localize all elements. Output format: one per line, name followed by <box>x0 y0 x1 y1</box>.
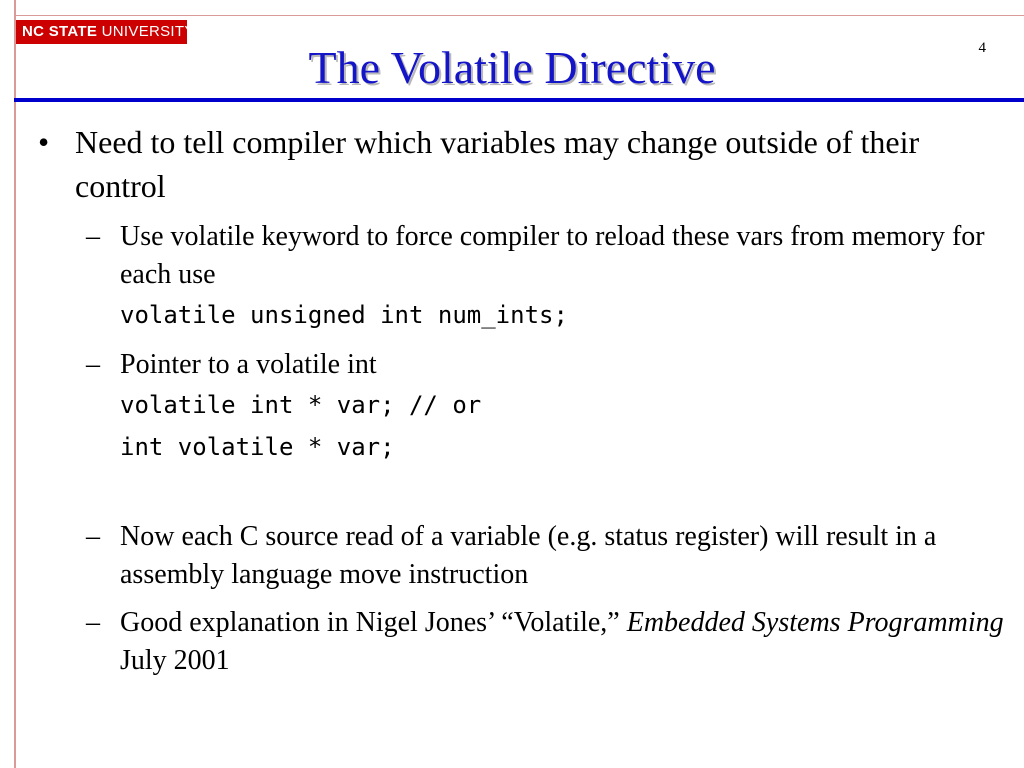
slide-title: The Volatile Directive <box>308 42 716 93</box>
code-line-pointer-1: volatile int * var; // or <box>120 391 482 419</box>
reference-publication: Embedded Systems Programming <box>626 607 1004 638</box>
reference-prefix: Good explanation in Nigel Jones’ “Volatile,” <box>120 607 627 638</box>
spacer <box>0 468 1024 508</box>
top-border-line <box>14 15 1024 16</box>
title-underline <box>14 98 1024 102</box>
dash-marker: – <box>86 221 100 252</box>
sub-bullet-reference <box>0 604 1024 680</box>
slide-number: 4 <box>978 40 986 56</box>
sub-bullet-move-instruction <box>0 518 1024 594</box>
bullet-marker: • <box>38 124 50 160</box>
code-line-pointer-2: int volatile * var; <box>120 433 395 461</box>
slide-body <box>0 120 1024 680</box>
sub-bullet-volatile-keyword <box>0 218 1024 294</box>
sub-bullet-text: Use volatile keyword to force compiler to reload these vars from memory for each use <box>120 221 985 290</box>
sub-bullet-text: Now each C source read of a variable (e.g. status register) will result in a assembly language move instruction <box>120 521 937 590</box>
dash-marker: – <box>86 349 100 380</box>
main-bullet-text: Need to tell compiler which variables may change outside of their control <box>75 124 920 204</box>
sub-bullet-text: Pointer to a volatile int <box>120 349 377 380</box>
logo-bold-text: NC STATE <box>22 23 98 40</box>
dash-marker: – <box>86 521 100 552</box>
logo-light-text: UNIVERSITY <box>101 23 195 40</box>
sub-bullet-pointer <box>0 346 1024 384</box>
reference-suffix: July 2001 <box>120 645 230 676</box>
code-line-num-ints: volatile unsigned int num_ints; <box>120 301 568 329</box>
main-bullet <box>0 120 1024 208</box>
dash-marker: – <box>86 607 100 638</box>
